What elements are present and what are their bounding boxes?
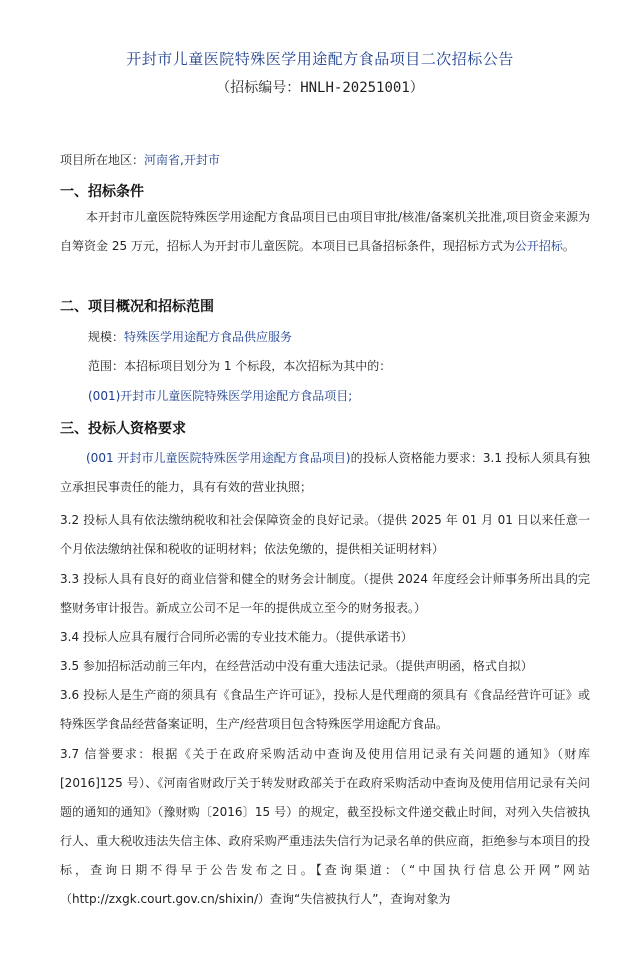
section1-paragraph: [60, 203, 590, 261]
req-3-1: 的投标人资格能力要求：3.1 投标人须具有独立承担民事责任的能力，具有有效的营业执照；: [60, 451, 590, 494]
location-label: 项目所在地区：: [60, 153, 145, 167]
req-3-5: 3.5 参加招标活动前三年内，在经营活动中没有重大违法记录。（提供声明函，格式自拟）: [60, 659, 533, 673]
req-3-3: 3.3 投标人具有良好的商业信誉和健全的财务会计制度。（提供 2024 年度经会计师事务所出具的完整财务审计报告。新成立公司不足一年的提供成立至今的财务报表。）: [60, 572, 590, 615]
section1-heading: 一、招标条件: [60, 184, 144, 200]
tender-method: 公开招标: [514, 239, 563, 253]
req-3-4: 3.4 投标人应具有履行合同所必需的专业技术能力。（提供承诺书）: [60, 630, 413, 644]
req-3-7: 3.7 信誉要求：根据《关于在政府采购活动中查询及使用信用记录有关问题的通知》（财库[2016]125 号）、《河南省财政厅关于转发财政部关于在政府采购活动中查询及使用信用记录有关问题的通知的通知》（豫财购〔2016〕15 号）的规定，截至投标文件递交截止时间，对列入失信被执行人、重大税收违法失信主体、政府采购严重违法失信行为记录名单的供应商，拒绝参与本项目的投标，查询日期不得早于公告发布之日。【查询渠道：（“中国执行信息公开网”网站（http://zxgk.court.gov.cn/shixin/）查询“失信被执行人”，查询对象为: [60, 747, 590, 906]
section3-heading: 三、投标人资格要求: [60, 421, 186, 437]
scale-line: [88, 323, 590, 352]
page-title: 开封市儿童医院特殊医学用途配方食品项目二次招标公告: [126, 50, 514, 68]
section3-intro: [60, 444, 590, 502]
req-3-6: 3.6 投标人是生产商的须具有《食品生产许可证》，投标人是代理商的须具有《食品经营许可证》或特殊医学食品经营备案证明，生产/经营项目包含特殊医学用途配方食品。: [60, 688, 590, 731]
lot-reference: (001 开封市儿童医院特殊医学用途配方食品项目): [86, 451, 351, 465]
section1-text: 本开封市儿童医院特殊医学用途配方食品项目已由项目审批/核准/备案机关批准,项目资金来源为自筹资金 25 万元，招标人为开封市儿童医院。本项目已具备招标条件，现招标方式为: [60, 210, 590, 253]
section1-text-end: 。: [562, 239, 575, 253]
scale-value: 特殊医学用途配方食品供应服务: [124, 330, 293, 344]
section2-heading: 二、项目概况和招标范围: [60, 299, 214, 315]
lot-item: (001)开封市儿童医院特殊医学用途配方食品项目;: [88, 389, 353, 403]
req-3-2: 3.2 投标人具有依法缴纳税收和社会保障资金的良好记录。（提供 2025 年 01 月 01 日以来任意一个月依法缴纳社保和税收的证明材料；依法免缴的，提供相关证明材料）: [60, 513, 590, 556]
range-line: 范围：本招标项目划分为 1 个标段，本次招标为其中的：: [88, 359, 392, 373]
scale-label: 规模：: [88, 330, 125, 344]
location-value: 河南省,开封市: [144, 153, 220, 167]
tender-number: （招标编号：HNLH-20251001）: [216, 80, 424, 96]
project-location: [60, 146, 590, 175]
